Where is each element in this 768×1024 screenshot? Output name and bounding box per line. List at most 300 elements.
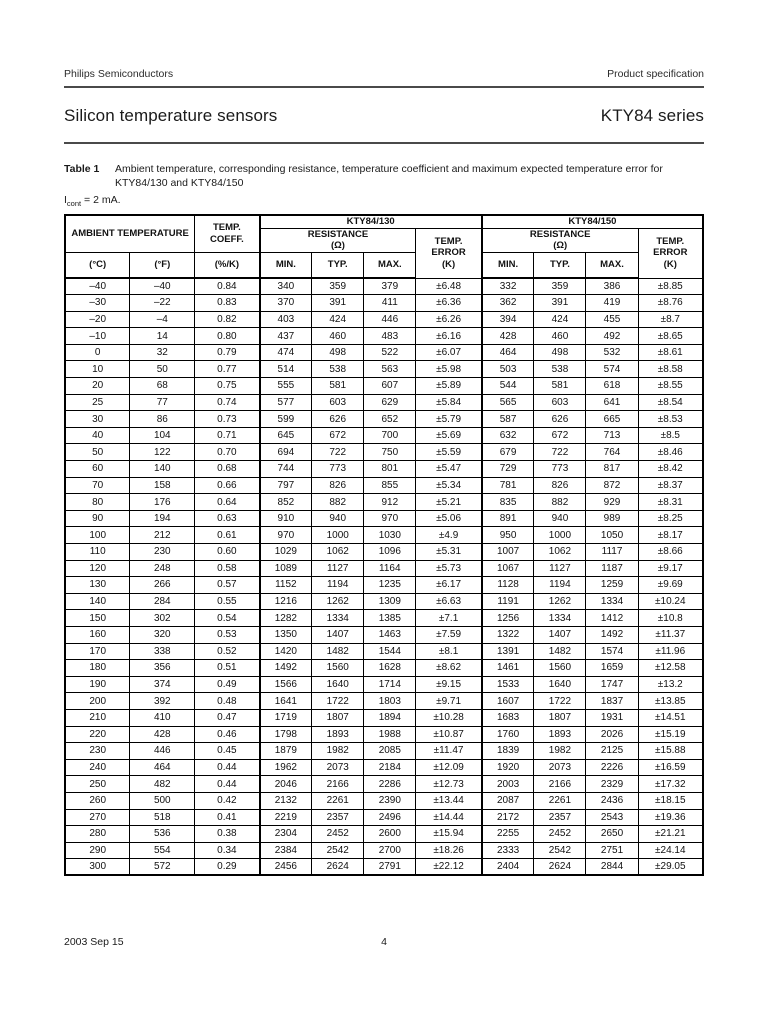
- table-row: [65, 461, 703, 478]
- cell-min-150: 835: [482, 494, 534, 511]
- cell-typ-150: 1194: [534, 577, 586, 594]
- cell-max-150: 817: [586, 461, 638, 478]
- condition-subscript: cont: [66, 199, 82, 209]
- cell-typ-150: 2073: [534, 759, 586, 776]
- footer-page-number: 4: [381, 936, 387, 948]
- cell-temp-c: 40: [65, 427, 130, 444]
- cell-min-130: 514: [260, 361, 312, 378]
- header-temp-error-130-label: TEMP. ERROR: [431, 235, 466, 259]
- cell-max-130: 750: [364, 444, 416, 461]
- table-row: [65, 344, 703, 361]
- cell-temp-f: 266: [130, 577, 195, 594]
- cell-temp-error-130: ±6.48: [416, 278, 482, 295]
- cell-temp-c: 270: [65, 809, 130, 826]
- running-head: [64, 68, 704, 80]
- cell-min-130: 910: [260, 510, 312, 527]
- cell-temp-error-150: ±8.55: [638, 378, 703, 395]
- cell-typ-150: 581: [534, 378, 586, 395]
- cell-temp-error-130: ±5.59: [416, 444, 482, 461]
- cell-typ-130: 581: [312, 378, 364, 395]
- cell-temp-f: 374: [130, 676, 195, 693]
- table-row: [65, 726, 703, 743]
- cell-temp-error-130: ±5.89: [416, 378, 482, 395]
- table-row: [65, 311, 703, 328]
- cell-temp-error-150: ±9.69: [638, 577, 703, 594]
- cell-max-130: 1235: [364, 577, 416, 594]
- cell-min-150: 565: [482, 394, 534, 411]
- cell-temp-coeff: 0.64: [195, 494, 260, 511]
- cell-temp-coeff: 0.77: [195, 361, 260, 378]
- cell-max-130: 2286: [364, 776, 416, 793]
- cell-temp-coeff: 0.80: [195, 328, 260, 345]
- table-row: [65, 842, 703, 859]
- cell-min-130: 744: [260, 461, 312, 478]
- cell-temp-c: –30: [65, 295, 130, 312]
- cell-typ-130: 722: [312, 444, 364, 461]
- cell-typ-150: 722: [534, 444, 586, 461]
- cell-temp-f: 68: [130, 378, 195, 395]
- cell-min-150: 2087: [482, 792, 534, 809]
- cell-temp-c: 140: [65, 593, 130, 610]
- cell-max-150: 2125: [586, 743, 638, 760]
- cell-temp-coeff: 0.44: [195, 776, 260, 793]
- cell-temp-error-150: ±8.17: [638, 527, 703, 544]
- cell-temp-error-150: ±8.54: [638, 394, 703, 411]
- cell-typ-130: 1334: [312, 610, 364, 627]
- cell-min-150: 679: [482, 444, 534, 461]
- cell-temp-error-130: ±6.36: [416, 295, 482, 312]
- cell-temp-error-150: ±8.42: [638, 461, 703, 478]
- page-title-row: [64, 106, 704, 126]
- cell-temp-error-130: ±5.73: [416, 560, 482, 577]
- cell-max-130: 1385: [364, 610, 416, 627]
- cell-temp-f: 500: [130, 792, 195, 809]
- cell-typ-130: 1000: [312, 527, 364, 544]
- header-resistance-130: [260, 228, 416, 252]
- cell-min-150: 729: [482, 461, 534, 478]
- cell-temp-f: 77: [130, 394, 195, 411]
- cell-min-130: 599: [260, 411, 312, 428]
- cell-typ-150: 1982: [534, 743, 586, 760]
- table-header-row-1: [65, 215, 703, 228]
- cell-temp-c: 220: [65, 726, 130, 743]
- cell-typ-150: 359: [534, 278, 586, 295]
- cell-temp-c: 260: [65, 792, 130, 809]
- cell-temp-error-150: ±8.31: [638, 494, 703, 511]
- cell-typ-130: 498: [312, 344, 364, 361]
- cell-temp-error-130: ±10.28: [416, 709, 482, 726]
- cell-min-150: 632: [482, 427, 534, 444]
- cell-max-130: 379: [364, 278, 416, 295]
- cell-temp-error-150: ±12.58: [638, 660, 703, 677]
- header-resistance-150-unit: (Ω): [553, 240, 568, 251]
- cell-temp-coeff: 0.66: [195, 477, 260, 494]
- cell-typ-130: 626: [312, 411, 364, 428]
- cell-temp-f: 122: [130, 444, 195, 461]
- cell-temp-f: –40: [130, 278, 195, 295]
- cell-temp-coeff: 0.52: [195, 643, 260, 660]
- condition-value: = 2 mA.: [81, 194, 121, 206]
- cell-temp-c: 280: [65, 826, 130, 843]
- table-row: [65, 527, 703, 544]
- cell-temp-coeff: 0.38: [195, 826, 260, 843]
- cell-temp-f: –4: [130, 311, 195, 328]
- table-row: [65, 826, 703, 843]
- cell-temp-error-130: ±5.69: [416, 427, 482, 444]
- cell-min-130: 577: [260, 394, 312, 411]
- table-row: [65, 427, 703, 444]
- cell-typ-130: 1262: [312, 593, 364, 610]
- cell-min-150: 1391: [482, 643, 534, 660]
- cell-temp-error-150: ±17.32: [638, 776, 703, 793]
- cell-temp-c: 240: [65, 759, 130, 776]
- cell-min-130: 645: [260, 427, 312, 444]
- cell-min-130: 370: [260, 295, 312, 312]
- cell-temp-f: 194: [130, 510, 195, 527]
- cell-typ-130: 2261: [312, 792, 364, 809]
- header-ambient-temperature: AMBIENT TEMPERATURE: [65, 215, 195, 252]
- cell-temp-coeff: 0.45: [195, 743, 260, 760]
- cell-typ-150: 2452: [534, 826, 586, 843]
- table-row: [65, 411, 703, 428]
- cell-temp-coeff: 0.46: [195, 726, 260, 743]
- cell-temp-error-150: ±8.76: [638, 295, 703, 312]
- cell-max-130: 607: [364, 378, 416, 395]
- cell-temp-coeff: 0.42: [195, 792, 260, 809]
- cell-max-130: 2390: [364, 792, 416, 809]
- cell-typ-150: 1560: [534, 660, 586, 677]
- header-min-150: MIN.: [482, 252, 534, 278]
- cell-min-130: 1350: [260, 626, 312, 643]
- cell-max-130: 1628: [364, 660, 416, 677]
- cell-typ-150: 1000: [534, 527, 586, 544]
- cell-min-150: 1839: [482, 743, 534, 760]
- table-row: [65, 809, 703, 826]
- cell-typ-130: 1482: [312, 643, 364, 660]
- cell-max-130: 2600: [364, 826, 416, 843]
- cell-typ-130: 1062: [312, 544, 364, 561]
- table-caption-text: Ambient temperature, corresponding resistance, temperature coefficient and maximum expected temperature error for KTY84/130 and KTY84/150: [115, 163, 663, 189]
- cell-min-130: 403: [260, 311, 312, 328]
- cell-temp-c: 200: [65, 693, 130, 710]
- cell-min-130: 1089: [260, 560, 312, 577]
- cell-typ-130: 672: [312, 427, 364, 444]
- cell-temp-error-150: ±16.59: [638, 759, 703, 776]
- header-unit-temp-coeff: (%/K): [195, 252, 260, 278]
- header-resistance-150-label: RESISTANCE: [529, 228, 591, 240]
- running-head-right: Product specification: [607, 68, 704, 80]
- header-device-kty84-130: KTY84/130: [260, 215, 482, 228]
- cell-temp-c: 110: [65, 544, 130, 561]
- cell-temp-f: 176: [130, 494, 195, 511]
- cell-min-130: 1152: [260, 577, 312, 594]
- cell-temp-error-130: ±9.15: [416, 676, 482, 693]
- cell-typ-130: 1640: [312, 676, 364, 693]
- cell-temp-f: 284: [130, 593, 195, 610]
- table-row: [65, 660, 703, 677]
- cell-max-150: 1050: [586, 527, 638, 544]
- cell-temp-c: 20: [65, 378, 130, 395]
- cell-temp-c: 25: [65, 394, 130, 411]
- cell-max-130: 411: [364, 295, 416, 312]
- cell-typ-130: 2357: [312, 809, 364, 826]
- cell-max-130: 1463: [364, 626, 416, 643]
- cell-typ-150: 940: [534, 510, 586, 527]
- cell-temp-c: 90: [65, 510, 130, 527]
- cell-temp-error-150: ±18.15: [638, 792, 703, 809]
- cell-temp-f: 392: [130, 693, 195, 710]
- cell-temp-error-150: ±13.85: [638, 693, 703, 710]
- cell-max-130: 855: [364, 477, 416, 494]
- cell-max-130: 1803: [364, 693, 416, 710]
- cell-typ-150: 2542: [534, 842, 586, 859]
- cell-min-130: 797: [260, 477, 312, 494]
- table-row: [65, 676, 703, 693]
- cell-min-150: 1683: [482, 709, 534, 726]
- header-rule-top: [64, 86, 704, 88]
- cell-temp-c: 80: [65, 494, 130, 511]
- cell-typ-130: 1722: [312, 693, 364, 710]
- cell-min-130: 437: [260, 328, 312, 345]
- cell-temp-c: 100: [65, 527, 130, 544]
- cell-max-150: 2751: [586, 842, 638, 859]
- cell-max-150: 1117: [586, 544, 638, 561]
- cell-max-130: 801: [364, 461, 416, 478]
- cell-min-150: 2003: [482, 776, 534, 793]
- cell-typ-130: 1807: [312, 709, 364, 726]
- cell-temp-error-150: ±8.61: [638, 344, 703, 361]
- cell-max-150: 1259: [586, 577, 638, 594]
- cell-temp-coeff: 0.48: [195, 693, 260, 710]
- cell-temp-coeff: 0.70: [195, 444, 260, 461]
- cell-max-150: 1412: [586, 610, 638, 627]
- table-header-row-3: [65, 252, 703, 278]
- cell-temp-coeff: 0.68: [195, 461, 260, 478]
- cell-typ-150: 626: [534, 411, 586, 428]
- cell-max-150: 929: [586, 494, 638, 511]
- cell-typ-150: 391: [534, 295, 586, 312]
- cell-max-130: 700: [364, 427, 416, 444]
- cell-temp-coeff: 0.79: [195, 344, 260, 361]
- cell-max-130: 563: [364, 361, 416, 378]
- cell-typ-150: 1893: [534, 726, 586, 743]
- cell-max-150: 989: [586, 510, 638, 527]
- cell-temp-error-130: ±4.9: [416, 527, 482, 544]
- cell-temp-error-150: ±10.8: [638, 610, 703, 627]
- cell-temp-error-130: ±6.17: [416, 577, 482, 594]
- cell-temp-coeff: 0.53: [195, 626, 260, 643]
- cell-max-130: 1544: [364, 643, 416, 660]
- cell-temp-f: 536: [130, 826, 195, 843]
- cell-typ-130: 359: [312, 278, 364, 295]
- cell-temp-coeff: 0.75: [195, 378, 260, 395]
- header-resistance-130-unit: (Ω): [330, 240, 345, 251]
- cell-min-150: 2404: [482, 859, 534, 876]
- footer-date: 2003 Sep 15: [64, 936, 124, 948]
- table-row: [65, 494, 703, 511]
- cell-temp-c: 170: [65, 643, 130, 660]
- cell-temp-c: –20: [65, 311, 130, 328]
- cell-max-150: 1931: [586, 709, 638, 726]
- cell-typ-130: 2624: [312, 859, 364, 876]
- cell-typ-150: 1127: [534, 560, 586, 577]
- cell-min-150: 1007: [482, 544, 534, 561]
- cell-temp-error-150: ±8.65: [638, 328, 703, 345]
- cell-temp-error-130: ±5.79: [416, 411, 482, 428]
- table-row: [65, 378, 703, 395]
- cell-max-130: 483: [364, 328, 416, 345]
- cell-typ-150: 1807: [534, 709, 586, 726]
- table-row: [65, 361, 703, 378]
- cell-temp-error-130: ±5.21: [416, 494, 482, 511]
- cell-temp-error-150: ±11.96: [638, 643, 703, 660]
- cell-temp-f: 140: [130, 461, 195, 478]
- cell-temp-c: 190: [65, 676, 130, 693]
- cell-temp-f: 32: [130, 344, 195, 361]
- cell-max-130: 2700: [364, 842, 416, 859]
- cell-temp-error-150: ±11.37: [638, 626, 703, 643]
- cell-min-150: 1322: [482, 626, 534, 643]
- cell-temp-error-150: ±15.19: [638, 726, 703, 743]
- cell-min-150: 1191: [482, 593, 534, 610]
- cell-temp-error-130: ±5.98: [416, 361, 482, 378]
- cell-typ-150: 1062: [534, 544, 586, 561]
- cell-temp-error-150: ±21.21: [638, 826, 703, 843]
- cell-temp-error-150: ±24.14: [638, 842, 703, 859]
- cell-temp-f: 320: [130, 626, 195, 643]
- test-condition: [64, 194, 121, 208]
- cell-typ-150: 1262: [534, 593, 586, 610]
- cell-typ-130: 603: [312, 394, 364, 411]
- cell-temp-c: 180: [65, 660, 130, 677]
- cell-temp-f: 482: [130, 776, 195, 793]
- cell-temp-error-130: ±7.59: [416, 626, 482, 643]
- cell-min-150: 464: [482, 344, 534, 361]
- cell-temp-f: 554: [130, 842, 195, 859]
- cell-max-150: 1837: [586, 693, 638, 710]
- header-unit-celsius: (°C): [65, 252, 130, 278]
- cell-temp-coeff: 0.84: [195, 278, 260, 295]
- table-row: [65, 444, 703, 461]
- cell-typ-130: 1127: [312, 560, 364, 577]
- cell-typ-130: 940: [312, 510, 364, 527]
- cell-temp-coeff: 0.61: [195, 527, 260, 544]
- cell-max-150: 532: [586, 344, 638, 361]
- header-rule-bottom: [64, 142, 704, 144]
- cell-typ-150: 538: [534, 361, 586, 378]
- cell-typ-130: 460: [312, 328, 364, 345]
- cell-max-150: 1574: [586, 643, 638, 660]
- cell-temp-c: 210: [65, 709, 130, 726]
- cell-temp-c: –40: [65, 278, 130, 295]
- cell-max-150: 386: [586, 278, 638, 295]
- cell-typ-130: 2542: [312, 842, 364, 859]
- cell-min-130: 1962: [260, 759, 312, 776]
- cell-temp-error-130: ±6.07: [416, 344, 482, 361]
- cell-max-130: 1988: [364, 726, 416, 743]
- cell-temp-error-150: ±14.51: [638, 709, 703, 726]
- cell-temp-error-130: ±8.62: [416, 660, 482, 677]
- cell-typ-150: 672: [534, 427, 586, 444]
- cell-temp-coeff: 0.83: [195, 295, 260, 312]
- cell-max-150: 1659: [586, 660, 638, 677]
- cell-temp-c: 120: [65, 560, 130, 577]
- cell-typ-150: 1722: [534, 693, 586, 710]
- table-row: [65, 776, 703, 793]
- cell-min-150: 428: [482, 328, 534, 345]
- cell-max-150: 1747: [586, 676, 638, 693]
- table-caption: [64, 162, 704, 190]
- cell-max-130: 1309: [364, 593, 416, 610]
- table-caption-label: Table 1: [64, 163, 100, 175]
- table-row: [65, 560, 703, 577]
- cell-min-150: 362: [482, 295, 534, 312]
- cell-min-150: 503: [482, 361, 534, 378]
- cell-temp-coeff: 0.60: [195, 544, 260, 561]
- cell-temp-f: 86: [130, 411, 195, 428]
- cell-typ-130: 1194: [312, 577, 364, 594]
- cell-min-130: 1641: [260, 693, 312, 710]
- cell-temp-error-130: ±5.34: [416, 477, 482, 494]
- cell-temp-f: 50: [130, 361, 195, 378]
- cell-min-130: 1879: [260, 743, 312, 760]
- cell-temp-f: 356: [130, 660, 195, 677]
- header-resistance-130-label: RESISTANCE: [307, 228, 369, 240]
- cell-temp-coeff: 0.73: [195, 411, 260, 428]
- header-temp-error-150-label: TEMP. ERROR: [653, 235, 688, 259]
- cell-max-150: 1334: [586, 593, 638, 610]
- cell-min-130: 2132: [260, 792, 312, 809]
- condition-symbol: I: [64, 194, 67, 206]
- cell-min-130: 852: [260, 494, 312, 511]
- cell-temp-c: 50: [65, 444, 130, 461]
- cell-temp-coeff: 0.55: [195, 593, 260, 610]
- cell-temp-f: 248: [130, 560, 195, 577]
- cell-max-150: 713: [586, 427, 638, 444]
- table-row: [65, 859, 703, 876]
- header-max-150: MAX.: [586, 252, 638, 278]
- cell-temp-error-150: ±8.46: [638, 444, 703, 461]
- cell-min-130: 1719: [260, 709, 312, 726]
- cell-max-150: 2844: [586, 859, 638, 876]
- cell-min-130: 2384: [260, 842, 312, 859]
- cell-temp-coeff: 0.71: [195, 427, 260, 444]
- cell-max-150: 1492: [586, 626, 638, 643]
- header-min-130: MIN.: [260, 252, 312, 278]
- cell-temp-coeff: 0.41: [195, 809, 260, 826]
- table-body: [65, 278, 703, 875]
- cell-min-150: 2172: [482, 809, 534, 826]
- cell-min-150: 781: [482, 477, 534, 494]
- table-row: [65, 610, 703, 627]
- cell-min-130: 1566: [260, 676, 312, 693]
- cell-temp-error-150: ±8.66: [638, 544, 703, 561]
- table-row: [65, 328, 703, 345]
- cell-min-150: 2255: [482, 826, 534, 843]
- cell-temp-c: 30: [65, 411, 130, 428]
- table-row: [65, 643, 703, 660]
- cell-temp-coeff: 0.63: [195, 510, 260, 527]
- cell-min-150: 1067: [482, 560, 534, 577]
- cell-temp-error-130: ±11.47: [416, 743, 482, 760]
- product-series: KTY84 series: [600, 106, 704, 125]
- cell-temp-coeff: 0.49: [195, 676, 260, 693]
- cell-max-150: 455: [586, 311, 638, 328]
- cell-min-130: 1420: [260, 643, 312, 660]
- cell-temp-error-150: ±13.2: [638, 676, 703, 693]
- cell-typ-130: 773: [312, 461, 364, 478]
- header-unit-fahrenheit: (°F): [130, 252, 195, 278]
